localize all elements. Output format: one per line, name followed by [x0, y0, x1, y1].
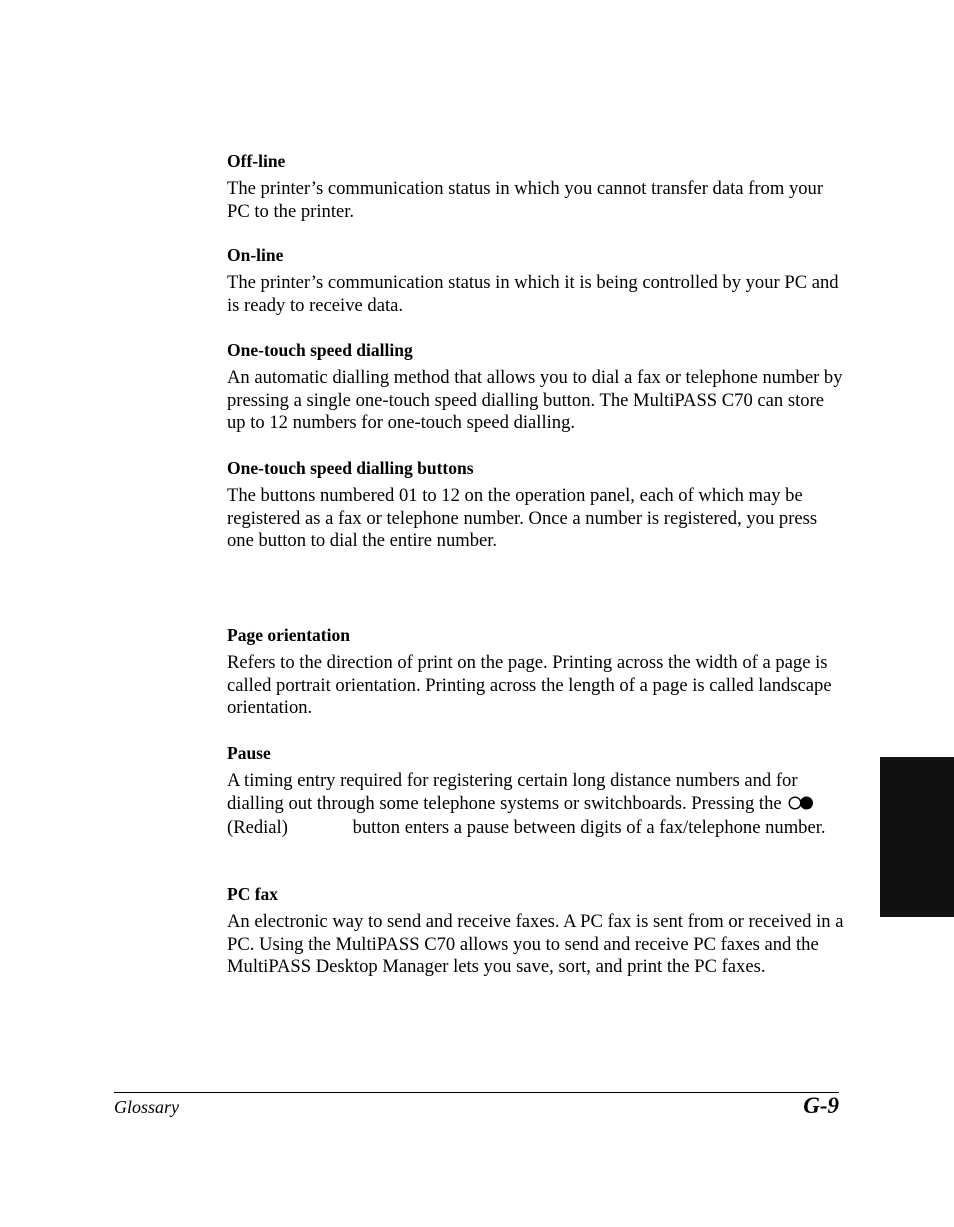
definition-text: button enters a pause between digits of a fax/telephone number.: [352, 817, 826, 839]
term-heading: One-touch speed dialling buttons: [227, 458, 474, 478]
term-heading: One-touch speed dialling: [227, 340, 413, 360]
term-definition: Refers to the direction of print on the page. Printing across the width of a page is called portrait orientation. Printing across the length of a page is called landscape orientation.: [227, 652, 832, 719]
term-heading: Off-line: [227, 151, 286, 171]
term-heading: PC fax: [227, 884, 279, 904]
term-heading: Page orientation: [227, 625, 350, 645]
section-thumb-tab: [880, 757, 954, 917]
redial-icon: [788, 795, 814, 818]
definition-text: A timing entry required for registering certain long distance numbers and for dialling out through some telephone systems or switchboards. Pressing the: [227, 770, 798, 814]
glossary-entry-pause: [227, 742, 847, 840]
term-heading: On-line: [227, 245, 284, 265]
footer-section-label: Glossary: [114, 1097, 180, 1117]
glossary-entry-off-line: [227, 150, 847, 223]
term-definition: The printer’s communication status in which you cannot transfer data from your PC to the printer.: [227, 178, 824, 222]
glossary-entry-one-touch-speed-dialling: [227, 339, 847, 435]
glossary-entry-one-touch-buttons: [227, 457, 847, 553]
term-definition: An automatic dialling method that allows you to dial a fax or telephone number by pressing a single one-touch speed dialling button. The MultiPASS C70 can store up to 12 numbers for one-touch speed dialling.: [227, 367, 843, 434]
button-name: (Redial): [227, 817, 288, 839]
glossary-entry-on-line: [227, 244, 847, 317]
footer-rule: [114, 1092, 839, 1093]
term-definition: An electronic way to send and receive faxes. A PC fax is sent from or received in a PC. Using the MultiPASS C70 allows you to send and receive PC faxes and the MultiPASS Desktop Manager lets you save, sort, and print the PC faxes.: [227, 911, 844, 978]
glossary-entry-page-orientation: [227, 624, 847, 720]
term-definition: The printer’s communication status in which it is being controlled by your PC and is ready to receive data.: [227, 272, 839, 316]
page-number: G-9: [803, 1093, 839, 1118]
term-definition: [227, 770, 847, 840]
term-definition: The buttons numbered 01 to 12 on the operation panel, each of which may be registered as a fax or telephone number. Once a number is registered, you press one button to dial the entire number.: [227, 485, 818, 552]
term-heading: Pause: [227, 743, 271, 763]
glossary-entry-pc-fax: [227, 883, 847, 979]
